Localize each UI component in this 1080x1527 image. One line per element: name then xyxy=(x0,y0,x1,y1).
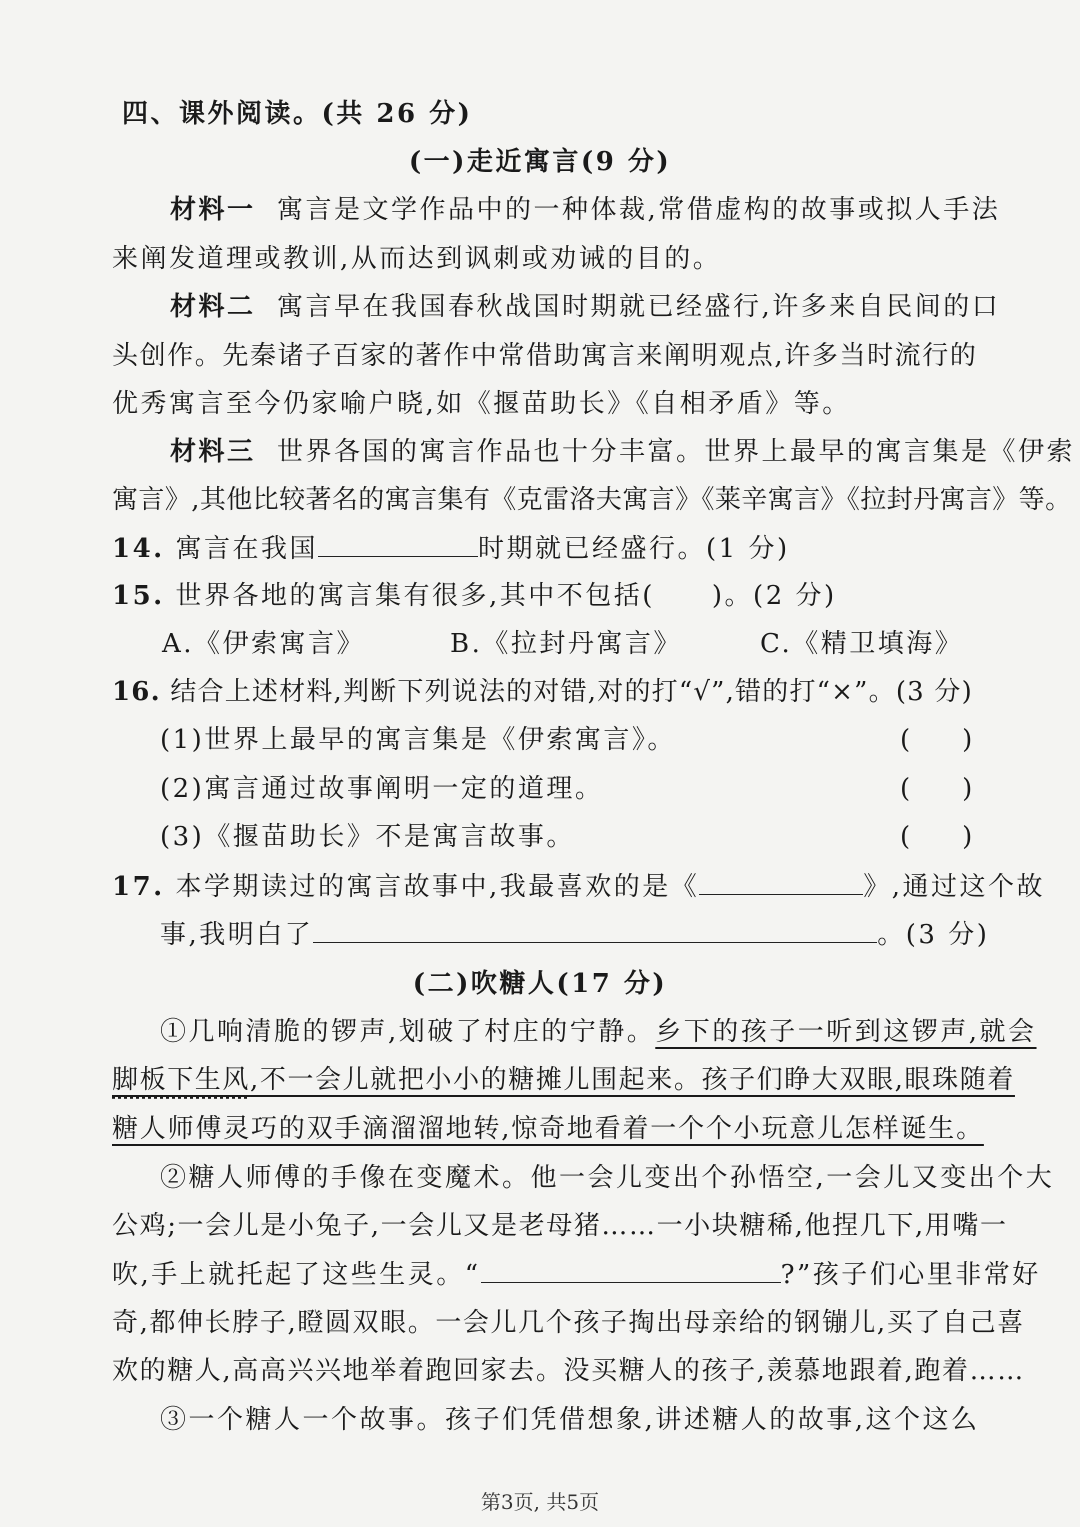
q15-text: 世界各地的寓言集有很多,其中不包括( )。(2 分) xyxy=(175,581,837,611)
material3-text1: 世界各国的寓言作品也十分丰富。世界上最早的寓言集是《伊索 xyxy=(277,437,1076,467)
p1-line2-text: ,不一会儿就把小小的糖摊儿围起来。孩子们睁大双眼,眼珠随着 xyxy=(250,1065,1015,1095)
material2-line3: 优秀寓言至今仍家喻户晓,如《揠苗助长》《自相矛盾》等。 xyxy=(112,389,851,419)
passage-p3-line1: ③一个糖人一个故事。孩子们凭借想象,讲述糖人的故事,这个这么 xyxy=(160,1405,980,1435)
q15-option-a: A.《伊索寓言》 xyxy=(162,629,366,659)
q16-text: 结合上述材料,判断下列说法的对错,对的打“√”,错的打“×”。(3 分) xyxy=(170,677,973,707)
q16-statement-3: (3)《揠苗助长》不是寓言故事。 xyxy=(160,822,575,852)
passage-p2-line4: 奇,都伸长脖子,瞪圆双眼。一会儿几个孩子掏出母亲给的钢镚儿,买了自己喜 xyxy=(112,1308,1025,1338)
part2-title: (二)吹糖人(17 分) xyxy=(412,969,668,999)
q16-number: 16. xyxy=(112,677,161,707)
p2-quote-blank[interactable] xyxy=(481,1256,781,1283)
q16-answer-paren-3[interactable]: ( ) xyxy=(900,822,973,852)
material3-label: 材料三 xyxy=(170,437,256,467)
material1-line1 xyxy=(170,192,1000,228)
q14-answer-blank[interactable] xyxy=(318,530,478,557)
q14-text-b: 时期就已经盛行。(1 分) xyxy=(478,534,790,564)
q17-number: 17. xyxy=(112,872,165,902)
material1-text1: 寓言是文学作品中的一种体裁,常借虚构的故事或拟人手法 xyxy=(277,195,1001,225)
passage-p1-line3: 糖人师傅灵巧的双手滴溜溜地转,惊奇地看着一个个小玩意儿怎样诞生。 xyxy=(112,1114,984,1144)
part1-title: (一)走近寓言(9 分) xyxy=(408,147,672,177)
q17-text-d: 。(3 分) xyxy=(877,920,990,950)
question-16 xyxy=(112,674,973,710)
passage-p2-line5: 欢的糖人,高高兴兴地举着跑回家去。没买糖人的孩子,羡慕地跟着,跑着…… xyxy=(112,1356,1025,1386)
p2-line3-text-a: 吹,手上就托起了这些生灵。“ xyxy=(112,1260,481,1290)
material1-line2: 来阐发道理或教训,从而达到讽刺或劝诫的目的。 xyxy=(112,244,722,274)
material3-line1 xyxy=(170,434,1075,470)
passage-p2-line3 xyxy=(112,1256,1041,1293)
q16-answer-paren-1[interactable]: ( ) xyxy=(900,725,973,755)
q15-number: 15. xyxy=(112,581,165,611)
passage-p2-line1: ②糖人师傅的手像在变魔术。他一会儿变出个孙悟空,一会儿又变出个大 xyxy=(160,1163,1055,1193)
q14-number: 14. xyxy=(112,534,165,564)
q17-text-a: 本学期读过的寓言故事中,我最喜欢的是《 xyxy=(175,872,700,902)
page-footer: 第3页, 共5页 xyxy=(480,1490,600,1514)
p2-line3-text-b: ?”孩子们心里非常好 xyxy=(780,1260,1041,1290)
material3-line2: 寓言》,其他比较著名的寓言集有《克雷洛夫寓言》《莱辛寓言》《拉封丹寓言》等。 xyxy=(112,485,1072,515)
q17-favorite-blank[interactable] xyxy=(699,868,863,895)
q15-option-c: C.《精卫填海》 xyxy=(760,629,964,659)
passage-p2-line2: 公鸡;一会儿是小兔子,一会儿又是老母猪……一小块糖稀,他捏几下,用嘴一 xyxy=(112,1211,1008,1241)
q16-statement-1: (1)世界上最早的寓言集是《伊索寓言》。 xyxy=(160,725,676,755)
material2-text1: 寓言早在我国春秋战国时期就已经盛行,许多来自民间的口 xyxy=(277,292,1001,322)
passage-p1-line1 xyxy=(160,1014,1037,1050)
p1-dotted-phrase: 脚板下生风 xyxy=(112,1065,251,1095)
q14-text-a: 寓言在我国 xyxy=(175,534,319,564)
q16-answer-paren-2[interactable]: ( ) xyxy=(900,774,973,804)
question-17-line1 xyxy=(112,868,1045,905)
question-15 xyxy=(112,578,837,614)
q17-lesson-blank[interactable] xyxy=(313,916,877,943)
p1-line1-underlined: 乡下的孩子一听到这锣声,就会 xyxy=(655,1017,1037,1047)
material2-label: 材料二 xyxy=(170,292,256,322)
q17-text-c: 事,我明白了 xyxy=(160,920,314,950)
question-17-line2 xyxy=(160,916,989,953)
q16-statement-2: (2)寓言通过故事阐明一定的道理。 xyxy=(160,774,604,804)
p1-line1-text: ①几响清脆的锣声,划破了村庄的宁静。 xyxy=(160,1017,656,1047)
q17-text-b: 》,通过这个故 xyxy=(863,872,1046,902)
question-14 xyxy=(112,530,790,567)
material2-line2: 头创作。先秦诸子百家的著作中常借助寓言来阐明观点,许多当时流行的 xyxy=(112,341,978,371)
section-header: 四、课外阅读。(共 26 分) xyxy=(122,99,473,129)
passage-p1-line2 xyxy=(112,1062,1015,1098)
material2-line1 xyxy=(170,289,1000,325)
q15-option-b: B.《拉封丹寓言》 xyxy=(450,629,682,659)
material1-label: 材料一 xyxy=(170,195,256,225)
